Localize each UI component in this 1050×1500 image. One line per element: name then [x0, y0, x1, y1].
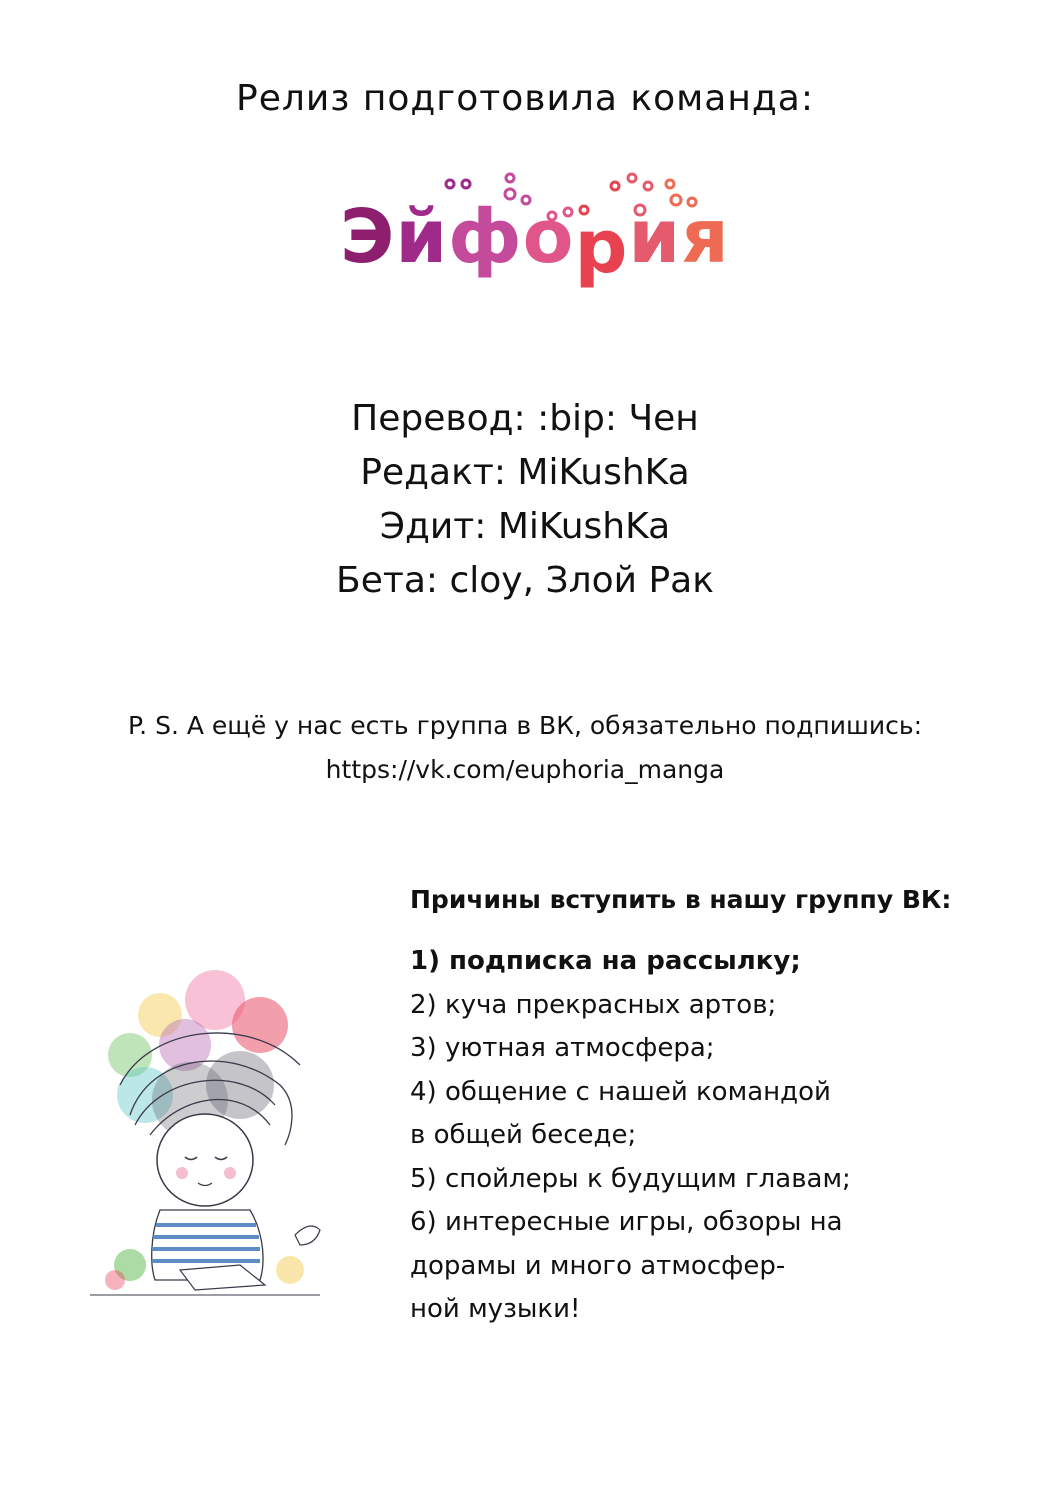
- girl-with-flowers-illustration: [90, 935, 355, 1310]
- credit-editing: Редакт: MiKushKa: [360, 452, 690, 493]
- illustration-drawing: [90, 935, 355, 1310]
- ps-text: P. S. А ещё у нас есть группа в ВК, обязательно подпишись:: [128, 711, 922, 740]
- list-item: в общей беседе;: [410, 1120, 637, 1150]
- logo-letter: о: [522, 194, 575, 280]
- list-item: 3) уютная атмосфера;: [410, 1033, 715, 1063]
- logo-text: [340, 194, 730, 290]
- list-item: 1) подписка на рассылку;: [410, 946, 801, 976]
- logo-letter: р: [574, 204, 629, 290]
- ps-note: [0, 704, 1050, 792]
- logo-letter: й: [395, 194, 449, 280]
- credit-edit: Эдит: MiKushKa: [379, 506, 671, 547]
- list-item: 6) интересные игры, обзоры на: [410, 1207, 843, 1237]
- reasons-list: [410, 940, 1030, 1332]
- vk-link[interactable]: https://vk.com/euphoria_manga: [325, 755, 725, 784]
- logo-letter: и: [628, 194, 682, 280]
- credit-translation: Перевод: :bip: Чен: [351, 398, 699, 439]
- logo-letter: я: [681, 194, 730, 280]
- logo-letter: Э: [340, 194, 396, 280]
- reasons-block: [410, 885, 1030, 1332]
- page-heading: Релиз подготовила команда:: [236, 78, 814, 119]
- list-item: 5) спойлеры к будущим главам;: [410, 1163, 851, 1194]
- credit-beta: Бета: cloy, Злой Рак: [336, 560, 714, 601]
- reasons-title: Причины вступить в нашу группу ВК:: [410, 885, 952, 914]
- team-logo: [340, 172, 730, 302]
- list-item: дорамы и много атмосфер-: [410, 1250, 786, 1281]
- logo-letter: ф: [448, 194, 523, 280]
- list-item: 2) куча прекрасных артов;: [410, 989, 777, 1020]
- list-item: 4) общение с нашей командой: [410, 1076, 831, 1107]
- credits-block: [0, 392, 1050, 608]
- list-item: ной музыки!: [410, 1294, 581, 1324]
